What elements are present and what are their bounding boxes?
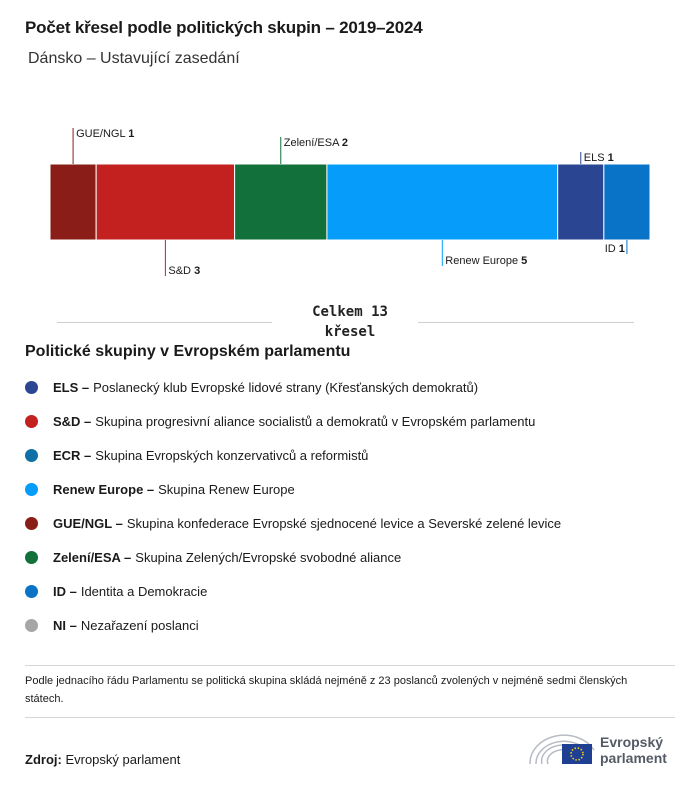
chart-title: Počet křesel podle politických skupin – 2019–2024 [25, 18, 423, 37]
data-label-gue-ngl: GUE/NGL 1 [76, 128, 135, 140]
legend-dot [25, 449, 38, 462]
data-label-s-d: S&D 3 [168, 265, 201, 277]
legend-abbr: ID – [53, 583, 77, 599]
legend-abbr: Zelení/ESA – [53, 549, 132, 565]
legend-item-sd [25, 404, 561, 438]
legend-text: Poslanecký klub Evropské lidové strany (Křesťanských demokratů) [93, 379, 479, 395]
legend-abbr: NI – [53, 617, 77, 633]
logo-wordmark [600, 734, 667, 766]
legend-title: Politické skupiny v Evropském parlamentu [25, 343, 351, 360]
source-value: Evropský parlament [65, 752, 181, 767]
total-seats [280, 302, 420, 342]
legend-text: Nezařazení poslanci [80, 617, 199, 633]
data-label-zelen-esa: Zelení/ESA 2 [283, 137, 348, 149]
legend-list [25, 370, 561, 642]
legend-dot [25, 483, 38, 496]
chart-subtitle: Dánsko – Ustavující zasedání [28, 50, 240, 67]
data-label-renew-europe: Renew Europe 5 [445, 255, 528, 267]
legend-item-greens [25, 540, 561, 574]
logo-line1: Evropský [600, 734, 664, 750]
legend-item-id [25, 574, 561, 608]
source-label: Zdroj: [25, 752, 62, 767]
bar-segment-els [558, 164, 604, 240]
data-label-els: ELS 1 [583, 152, 614, 164]
legend-text: Identita a Demokracie [80, 583, 208, 599]
legend-abbr: S&D – [53, 413, 92, 429]
legend-abbr: ELS – [53, 379, 90, 395]
note-divider-top [25, 665, 675, 666]
total-seats-line2: křesel [324, 324, 376, 340]
legend-text: Skupina Renew Europe [158, 481, 295, 497]
logo-line2: parlament [600, 750, 667, 766]
bar-segment-renew-europe [327, 164, 558, 240]
source-line [25, 752, 180, 767]
legend-abbr: Renew Europe – [53, 481, 155, 497]
legend-text: Skupina progresivní aliance socialistů a demokratů v Evropském parlamentu [95, 413, 536, 429]
legend-item-ecr [25, 438, 561, 472]
legend-abbr: ECR – [53, 447, 92, 463]
bar-segment-id [604, 164, 650, 240]
bar-segment-zelen-esa [235, 164, 327, 240]
legend-item-els [25, 370, 561, 404]
legend-item-gue-ngl [25, 506, 561, 540]
total-seats-line1: Celkem 13 [312, 304, 388, 320]
legend-text: Skupina konfederace Evropské sjednocené levice a Severské zelené levice [126, 515, 562, 531]
legend-text: Skupina Zelených/Evropské svobodné aliance [135, 549, 402, 565]
total-divider-right [418, 322, 634, 323]
total-divider-left [57, 322, 272, 323]
legend-item-ni [25, 608, 561, 642]
legend-abbr: GUE/NGL – [53, 515, 123, 531]
legend-dot [25, 381, 38, 394]
seat-bar-chart [0, 110, 700, 290]
data-label-id: ID 1 [604, 243, 625, 255]
legend-dot [25, 551, 38, 564]
legend-text: Skupina Evropských konzervativců a reformistů [95, 447, 369, 463]
legend-dot [25, 517, 38, 530]
note-divider-bottom [25, 717, 675, 718]
legend-item-renew [25, 472, 561, 506]
legend-dot [25, 619, 38, 632]
footnote: Podle jednacího řádu Parlamentu se politická skupina skládá nejméně z 23 poslanců zvolených v nejméně sedmi členských státech. [25, 675, 628, 705]
bar-segment-gue-ngl [50, 164, 96, 240]
legend-dot [25, 415, 38, 428]
legend-dot [25, 585, 38, 598]
bar-segment-s-d [96, 164, 234, 240]
